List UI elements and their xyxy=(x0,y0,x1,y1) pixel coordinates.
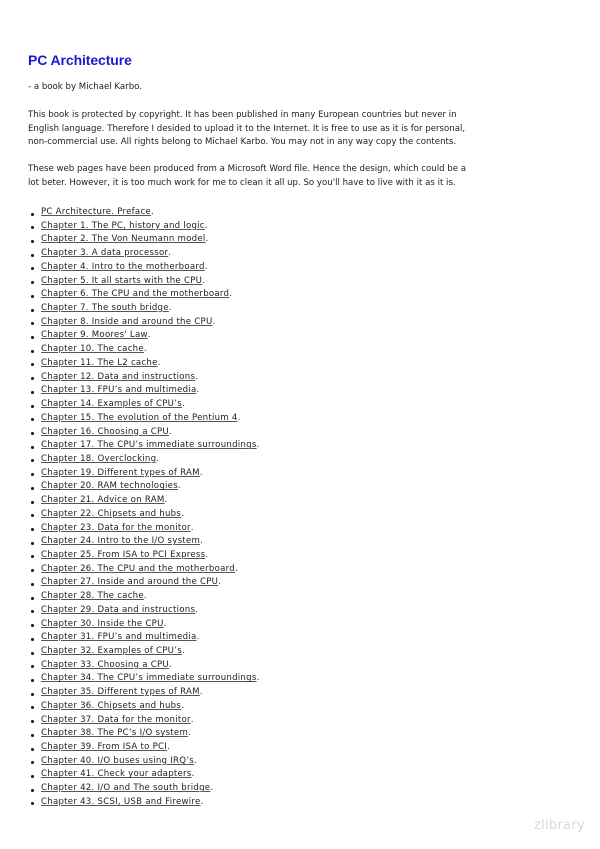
toc-item xyxy=(28,741,259,755)
toc-link[interactable]: Chapter 10. The cache xyxy=(41,344,144,355)
toc-link[interactable]: Chapter 31. FPU’s and multimedia xyxy=(41,632,197,643)
toc-item xyxy=(28,439,259,453)
bullet-icon xyxy=(31,336,34,339)
toc-item xyxy=(28,384,259,398)
toc-item xyxy=(28,288,259,302)
toc-item-period: . xyxy=(195,371,198,382)
toc-item-period: . xyxy=(191,769,195,780)
toc-item xyxy=(28,576,259,590)
toc-item-period: . xyxy=(204,261,208,272)
bullet-icon xyxy=(31,446,34,449)
toc-link[interactable]: Chapter 40. I/O buses using IRQ’s xyxy=(41,755,194,766)
toc-link[interactable]: Chapter 21. Advice on RAM xyxy=(41,495,165,506)
toc-link[interactable]: Chapter 5. It all starts with the CPU xyxy=(41,275,203,286)
toc-link[interactable]: Chapter 25. From ISA to PCI Express xyxy=(41,549,206,560)
toc-link[interactable]: Chapter 13. FPU’s and multimedia xyxy=(41,385,197,396)
bullet-icon xyxy=(31,555,34,558)
bullet-icon xyxy=(31,761,34,764)
toc-item-period: . xyxy=(193,755,197,766)
bullet-icon xyxy=(31,226,34,229)
toc-item-period: . xyxy=(164,495,168,506)
toc-link[interactable]: Chapter 6. The CPU and the motherboard xyxy=(41,289,230,300)
toc-item xyxy=(28,727,259,741)
toc-link[interactable]: Chapter 3. A data processor xyxy=(41,248,169,259)
toc-link[interactable]: Chapter 37. Data for the monitor xyxy=(41,714,191,725)
toc-link[interactable]: Chapter 1. The PC, history and logic xyxy=(41,220,205,231)
bullet-icon xyxy=(31,583,34,586)
copyright-paragraph: This book is protected by copyright. It has been published in many European countries but never in English language. Therefore I desided to upload it to the Internet. It is free to use as it is for personal, non-commercial use. All rights belong to Michael Karbo. You may not in any way copy the contents. xyxy=(28,110,466,148)
table-of-contents xyxy=(28,206,259,810)
bullet-icon xyxy=(31,473,34,476)
toc-item-period: . xyxy=(234,563,238,574)
toc-link[interactable]: Chapter 22. Chipsets and hubs xyxy=(41,508,182,519)
toc-link[interactable]: Chapter 8. Inside and around the CPU xyxy=(41,316,213,327)
toc-item xyxy=(28,700,259,714)
toc-item xyxy=(28,261,259,275)
page-title: PC Architecture xyxy=(28,52,132,68)
bullet-icon xyxy=(31,281,34,284)
toc-item-period: . xyxy=(218,577,221,588)
bullet-icon xyxy=(31,432,34,435)
bullet-icon xyxy=(31,213,34,216)
bullet-icon xyxy=(31,295,34,298)
toc-item xyxy=(28,206,259,220)
bullet-icon xyxy=(31,652,34,655)
toc-item xyxy=(28,782,259,796)
toc-item xyxy=(28,755,259,769)
bullet-icon xyxy=(31,748,34,751)
toc-item-period: . xyxy=(156,453,160,464)
toc-item-period: . xyxy=(205,234,209,245)
toc-item xyxy=(28,302,259,316)
bullet-icon xyxy=(31,528,34,531)
design-note-paragraph: These web pages have been produced from a Microsoft Word file. Hence the design, which could be a lot beter. However, it is too much work for me to clean it all up. So you'll have to live with it as it is. xyxy=(28,164,467,188)
toc-item-period: . xyxy=(168,659,172,670)
bullet-icon xyxy=(31,665,34,668)
toc-item xyxy=(28,768,259,782)
toc-item xyxy=(28,480,259,494)
toc-item-period: . xyxy=(190,714,194,725)
toc-link[interactable]: Chapter 4. Intro to the motherboard xyxy=(41,261,205,272)
toc-link[interactable]: Chapter 19. Different types of RAM xyxy=(41,467,200,478)
bullet-icon xyxy=(31,679,34,682)
toc-link[interactable]: Chapter 11. The L2 cache xyxy=(41,357,158,368)
bullet-icon xyxy=(31,775,34,778)
toc-item xyxy=(28,494,259,508)
toc-link[interactable]: Chapter 26. The CPU and the motherboard xyxy=(41,563,235,574)
toc-item xyxy=(28,645,259,659)
toc-item xyxy=(28,508,259,522)
toc-item-period: . xyxy=(168,248,172,259)
bullet-icon xyxy=(31,706,34,709)
toc-link[interactable]: Chapter 41. Check your adapters xyxy=(41,769,192,780)
toc-item xyxy=(28,549,259,563)
toc-link[interactable]: Chapter 39. From ISA to PCI xyxy=(41,742,168,753)
toc-link[interactable]: Chapter 29. Data and instructions xyxy=(41,604,196,615)
toc-item xyxy=(28,247,259,261)
toc-item xyxy=(28,563,259,577)
toc-link[interactable]: Chapter 16. Choosing a CPU xyxy=(41,426,169,437)
toc-item xyxy=(28,659,259,673)
toc-link[interactable]: Chapter 38. The PC’s I/O system xyxy=(41,728,189,739)
toc-item xyxy=(28,453,259,467)
toc-link[interactable]: Chapter 15. The evolution of the Pentium 4 xyxy=(41,412,238,423)
toc-item xyxy=(28,522,259,536)
toc-item-period: . xyxy=(181,508,184,519)
toc-item-period: . xyxy=(199,467,203,478)
toc-item-period: . xyxy=(177,481,181,492)
bullet-icon xyxy=(31,391,34,394)
toc-link[interactable]: Chapter 12. Data and instructions xyxy=(41,371,196,382)
toc-item-period: . xyxy=(200,536,203,547)
toc-item-period: . xyxy=(196,385,200,396)
toc-item xyxy=(28,275,259,289)
toc-item xyxy=(28,329,259,343)
bullet-icon xyxy=(31,638,34,641)
bullet-icon xyxy=(31,802,34,805)
bullet-icon xyxy=(31,693,34,696)
toc-item xyxy=(28,357,259,371)
toc-item xyxy=(28,233,259,247)
toc-item-period: . xyxy=(256,673,260,684)
bullet-icon xyxy=(31,597,34,600)
bullet-icon xyxy=(31,240,34,243)
toc-item xyxy=(28,714,259,728)
bullet-icon xyxy=(31,789,34,792)
toc-item-period: . xyxy=(143,591,147,602)
bullet-icon xyxy=(31,487,34,490)
toc-link[interactable]: Chapter 23. Data for the monitor xyxy=(41,522,191,533)
toc-link[interactable]: Chapter 2. The Von Neumann model xyxy=(41,234,206,245)
toc-item-period: . xyxy=(204,220,208,231)
toc-item xyxy=(28,343,259,357)
toc-item xyxy=(28,426,259,440)
toc-link[interactable]: Chapter 30. Inside the CPU xyxy=(41,618,164,629)
toc-link[interactable]: Chapter 27. Inside and around the CPU xyxy=(41,577,219,588)
toc-item-period: . xyxy=(256,440,260,451)
toc-item xyxy=(28,412,259,426)
bullet-icon xyxy=(31,267,34,270)
toc-item-period: . xyxy=(196,632,200,643)
byline: - a book by Michael Karbo. xyxy=(28,82,143,92)
toc-item-period: . xyxy=(163,618,167,629)
bullet-icon xyxy=(31,309,34,312)
bullet-icon xyxy=(31,405,34,408)
toc-item-period: . xyxy=(181,646,185,656)
toc-item-period: . xyxy=(157,357,161,368)
toc-item-period: . xyxy=(200,796,204,807)
toc-item-period: . xyxy=(167,742,170,753)
toc-link[interactable]: Chapter 9. Moores' Law xyxy=(41,330,148,341)
toc-item-period: . xyxy=(210,783,214,794)
toc-item-period: . xyxy=(190,522,194,533)
bullet-icon xyxy=(31,610,34,613)
toc-item-period: . xyxy=(212,316,216,327)
toc-item-period: . xyxy=(229,289,232,300)
zlibrary-watermark: zlibrary xyxy=(533,818,585,833)
toc-link[interactable]: Chapter 14. Examples of CPU’s xyxy=(41,399,182,410)
toc-item xyxy=(28,371,259,385)
bullet-icon xyxy=(31,501,34,504)
toc-item-period: . xyxy=(168,426,172,437)
toc-link[interactable]: PC Architecture. Preface xyxy=(41,207,151,217)
toc-item-period: . xyxy=(143,344,147,355)
toc-item xyxy=(28,686,259,700)
toc-item-period: . xyxy=(205,549,209,560)
bullet-icon xyxy=(31,418,34,421)
toc-item xyxy=(28,604,259,618)
toc-link[interactable]: Chapter 36. Chipsets and hubs xyxy=(41,700,182,711)
toc-item-period: . xyxy=(150,207,154,217)
toc-item-period: . xyxy=(237,412,241,423)
bullet-icon xyxy=(31,254,34,257)
toc-link[interactable]: Chapter 28. The cache xyxy=(41,591,144,602)
toc-link[interactable]: Chapter 24. Intro to the I/O system xyxy=(41,536,201,547)
bullet-icon xyxy=(31,363,34,366)
toc-link[interactable]: Chapter 33. Choosing a CPU xyxy=(41,659,169,670)
toc-item xyxy=(28,672,259,686)
bullet-icon xyxy=(31,514,34,517)
bullet-icon xyxy=(31,377,34,380)
toc-item-period: . xyxy=(188,728,191,739)
toc-item xyxy=(28,796,259,810)
bullet-icon xyxy=(31,322,34,325)
toc-item xyxy=(28,316,259,330)
toc-link[interactable]: Chapter 43. SCSI, USB and Firewire xyxy=(41,796,201,807)
toc-link[interactable]: Chapter 20. RAM technologies xyxy=(41,481,178,492)
bullet-icon xyxy=(31,459,34,462)
toc-link[interactable]: Chapter 32. Examples of CPU’s xyxy=(41,646,182,656)
toc-link[interactable]: Chapter 35. Different types of RAM xyxy=(41,687,200,698)
bullet-icon xyxy=(31,569,34,572)
toc-item-period: . xyxy=(199,687,203,698)
bullet-icon xyxy=(31,350,34,353)
toc-item-period: . xyxy=(202,275,205,286)
toc-link[interactable]: Chapter 18. Overclocking xyxy=(41,453,157,464)
toc-item-period: . xyxy=(181,399,185,410)
bullet-icon xyxy=(31,624,34,627)
toc-link[interactable]: Chapter 17. The CPU’s immediate surroundings xyxy=(41,440,257,451)
toc-item xyxy=(28,220,259,234)
toc-item xyxy=(28,467,259,481)
toc-item xyxy=(28,618,259,632)
bullet-icon xyxy=(31,734,34,737)
bullet-icon xyxy=(31,542,34,545)
toc-item-period: . xyxy=(181,700,184,711)
toc-item xyxy=(28,590,259,604)
toc-link[interactable]: Chapter 34. The CPU’s immediate surroundings xyxy=(41,673,257,684)
toc-item-period: . xyxy=(168,303,172,314)
toc-item-period: . xyxy=(195,604,198,615)
toc-item xyxy=(28,398,259,412)
toc-link[interactable]: Chapter 7. The south bridge xyxy=(41,303,169,314)
toc-item-period: . xyxy=(147,330,151,341)
bullet-icon xyxy=(31,720,34,723)
toc-link[interactable]: Chapter 42. I/O and The south bridge xyxy=(41,783,211,794)
toc-item xyxy=(28,535,259,549)
toc-item xyxy=(28,631,259,645)
